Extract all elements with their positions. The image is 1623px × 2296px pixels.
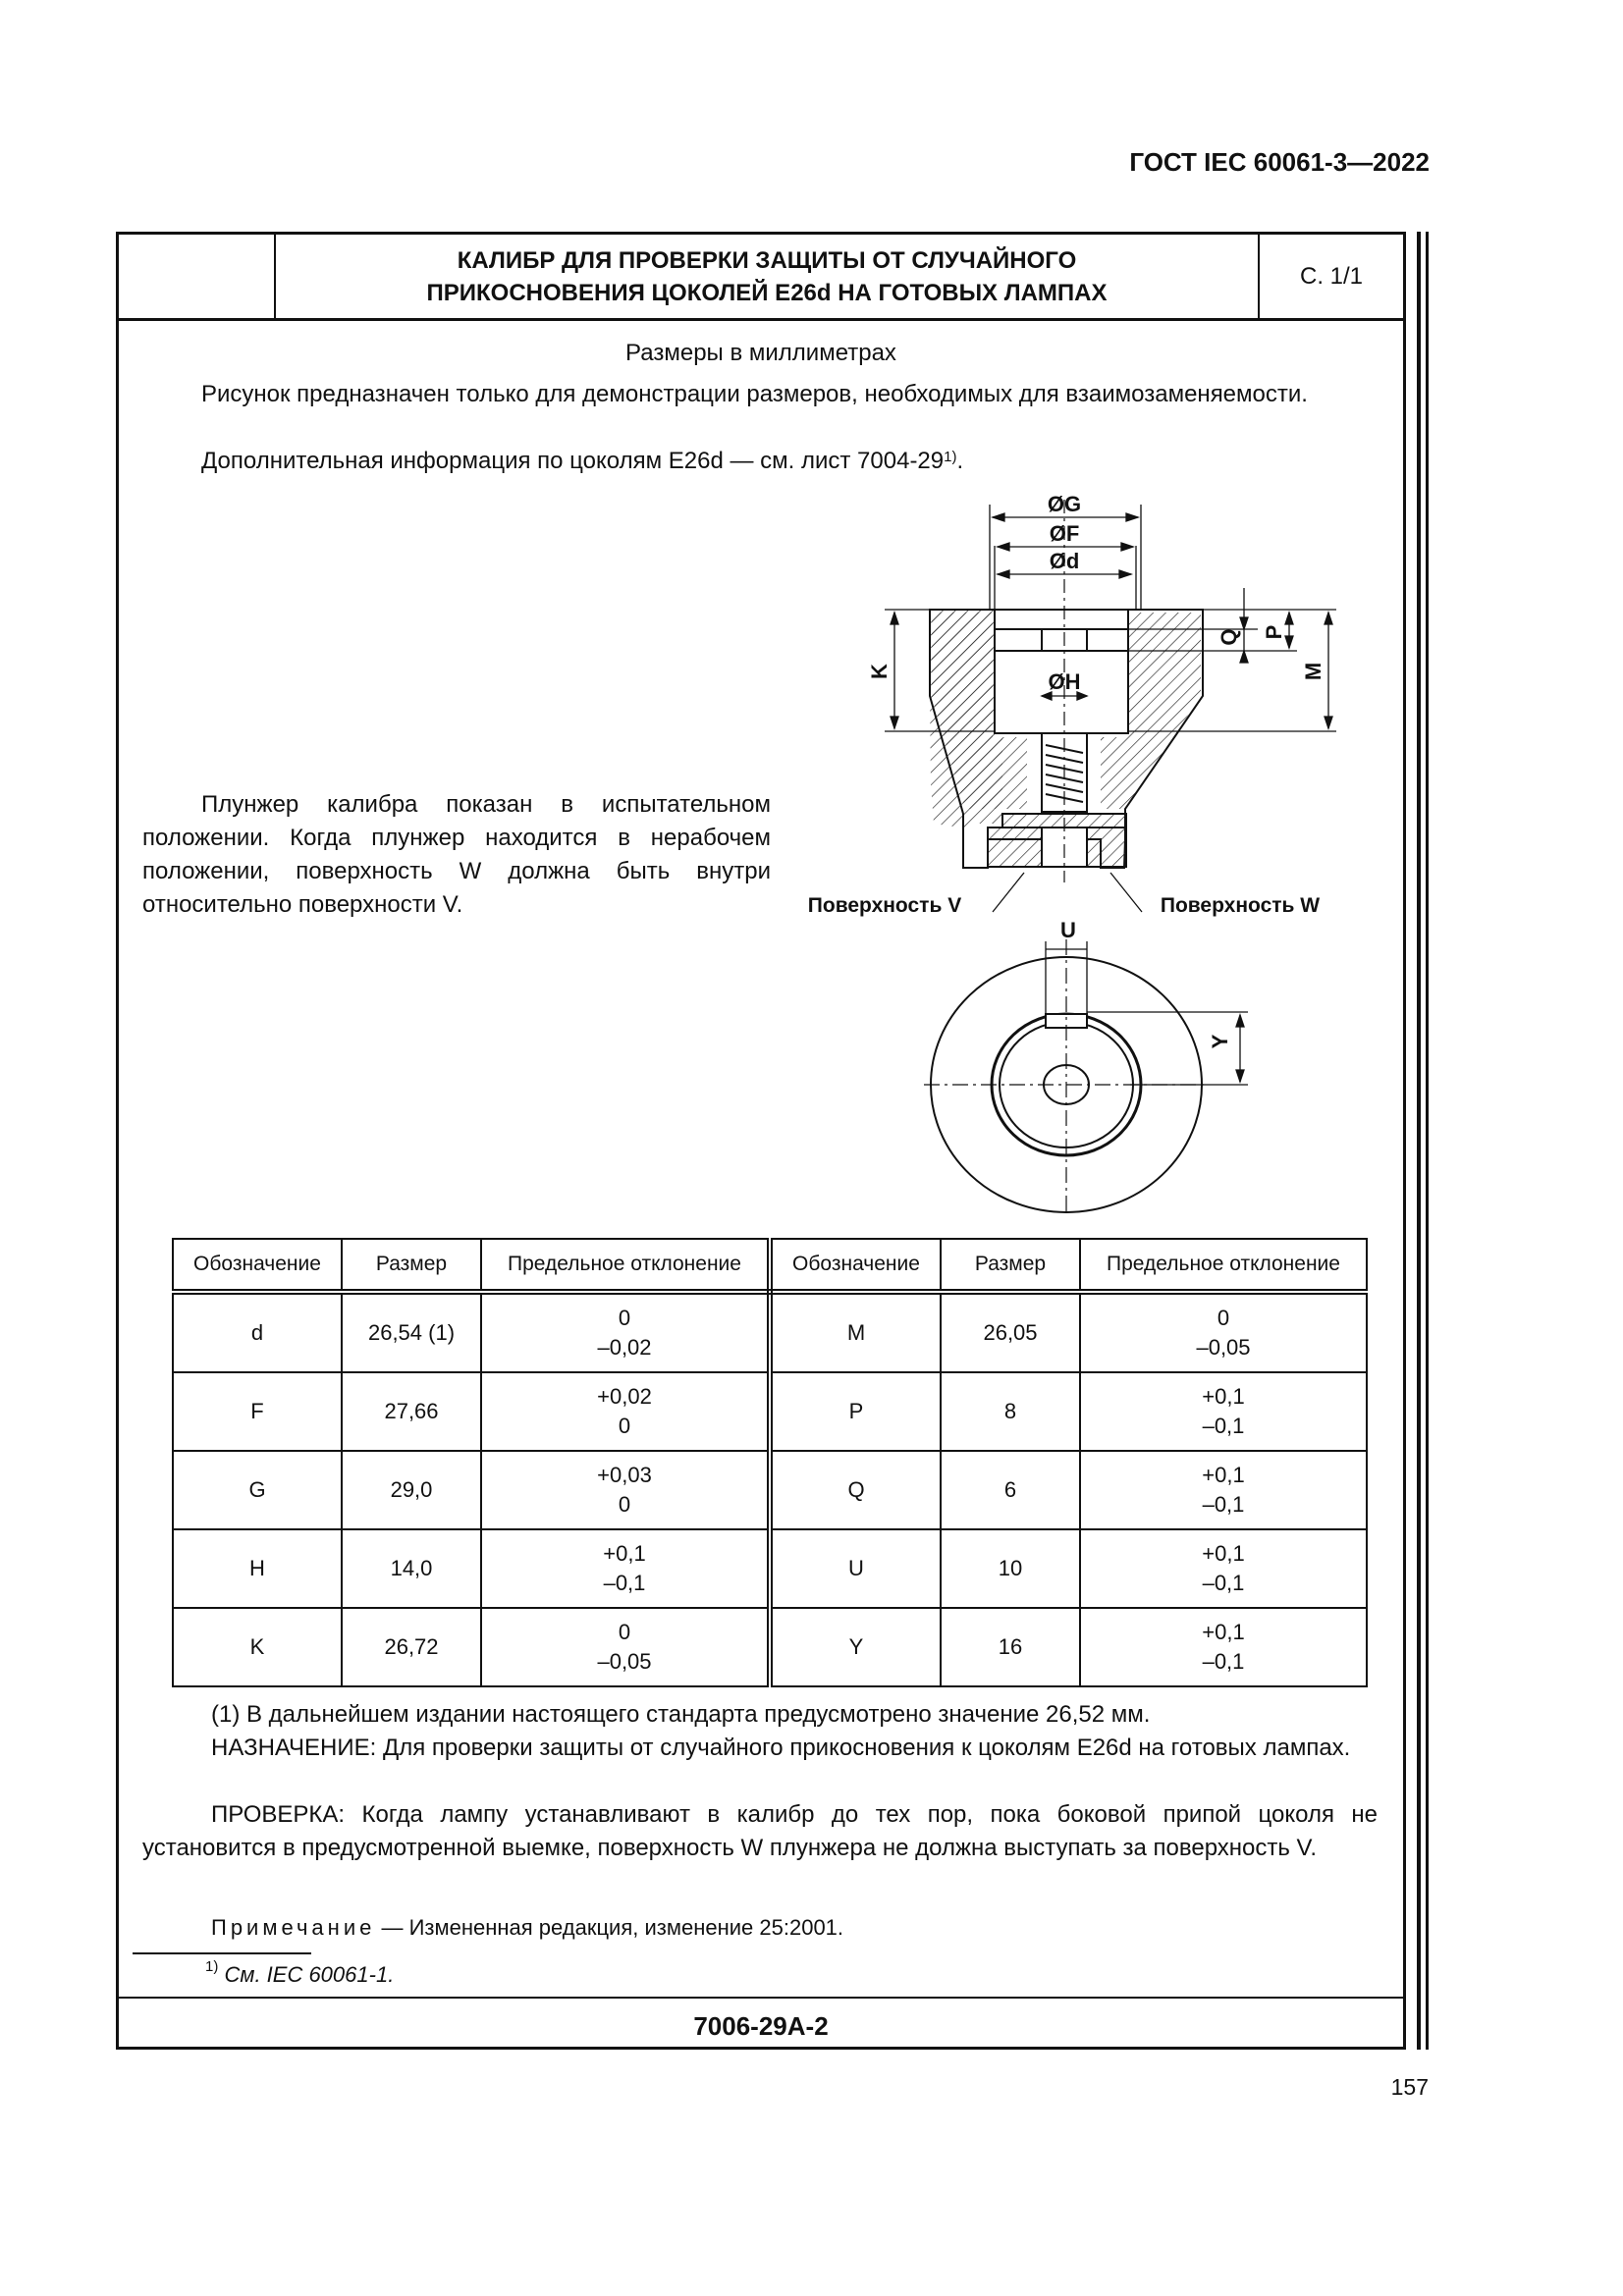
sheet-page-indicator: С. 1/1 (1299, 262, 1364, 290)
note-text: — Измененная редакция, изменение 25:2001. (375, 1915, 844, 1940)
th-designation-a: Обозначение (173, 1239, 342, 1292)
footnote-ref: 1) (944, 449, 957, 465)
dimensions-table (172, 1238, 1368, 1687)
cell-symbol: d (173, 1292, 342, 1372)
cell-tolerance: +0,1 –0,1 (1080, 1529, 1367, 1608)
cell-size: 27,66 (342, 1372, 481, 1451)
reference-text: Дополнительная информация по цоколям E26d — см. лист 7004-29 (201, 448, 945, 474)
cell-tolerance: 0 –0,02 (481, 1292, 770, 1372)
th-tolerance-a: Предельное отклонение (481, 1239, 770, 1292)
label-M: M (1301, 662, 1325, 681)
footnote-mark: 1) (205, 1958, 219, 1975)
cell-symbol: Q (770, 1451, 941, 1529)
label-P: P (1262, 624, 1286, 640)
table-row (173, 1451, 1367, 1529)
footnote-text: См. IEC 60061-1. (224, 1962, 395, 1987)
cell-symbol: U (770, 1529, 941, 1608)
footnote-rule (133, 1952, 311, 1954)
note-label: Примечание (211, 1915, 376, 1940)
label-Y: Y (1208, 1034, 1232, 1049)
purpose-text: НАЗНАЧЕНИЕ: Для проверки защиты от случайного прикосновения к цоколям E26d на готовых лампах. (211, 1735, 1351, 1761)
check-text: ПРОВЕРКА: Когда лампу устанавливают в калибр до тех пор, пока боковой припой цоколя не установится в предусмотренной выемке, поверхность W плунжера не должна выступать за поверхность V. (142, 1801, 1378, 1861)
table-header-row (173, 1239, 1367, 1292)
gauge-drawing (119, 235, 1403, 1216)
th-size-a: Размер (342, 1239, 481, 1292)
label-Q: Q (1217, 628, 1241, 646)
cell-size: 26,05 (941, 1292, 1080, 1372)
cell-tolerance: 0 –0,05 (481, 1608, 770, 1686)
footnote-1-text: (1) В дальнейшем издании настоящего стандарта предусмотрено значение 26,52 мм. (211, 1701, 1151, 1728)
plunger-paragraph: Плунжер калибра показан в испытательном положении. Когда плунжер находится в нерабочем положении, поверхность W должна быть внутри относительно поверхности V. (142, 791, 771, 918)
sheet-title-line2: ПРИКОСНОВЕНИЯ ЦОКОЛЕЙ E26d НА ГОТОВЫХ ЛАМПАХ (426, 279, 1108, 306)
label-surface-w: Поверхность W (1160, 894, 1321, 917)
label-F: ØF (1049, 521, 1080, 546)
th-designation-b: Обозначение (770, 1239, 941, 1292)
frame-edge-rule (1417, 232, 1421, 2050)
table-row (173, 1608, 1367, 1686)
cell-size: 26,72 (342, 1608, 481, 1686)
sheet-code: 7006-29A-2 (693, 2011, 829, 2041)
cell-symbol: P (770, 1372, 941, 1451)
document-code: ГОСТ IEC 60061-3—2022 (1129, 147, 1430, 177)
cell-tolerance: +0,02 0 (481, 1372, 770, 1451)
reference-end: . (956, 448, 964, 474)
table-row (173, 1372, 1367, 1451)
th-size-b: Размер (941, 1239, 1080, 1292)
cell-size: 10 (941, 1529, 1080, 1608)
sheet-frame (116, 232, 1406, 2050)
cell-tolerance: +0,1 –0,1 (1080, 1608, 1367, 1686)
label-surface-v: Поверхность V (807, 894, 962, 917)
th-tolerance-b: Предельное отклонение (1080, 1239, 1367, 1292)
frame-edge-rule (1426, 232, 1429, 2050)
note (211, 1915, 843, 1941)
page-number: 157 (1390, 2074, 1429, 2100)
label-H: ØH (1048, 669, 1081, 694)
bottom-divider (119, 1997, 1403, 1999)
label-K: K (867, 664, 892, 679)
cell-symbol: F (173, 1372, 342, 1451)
cell-size: 29,0 (342, 1451, 481, 1529)
bottom-left (988, 828, 1042, 867)
cell-tolerance: 0 –0,05 (1080, 1292, 1367, 1372)
cell-size: 16 (941, 1608, 1080, 1686)
label-d: Ød (1049, 549, 1080, 573)
intro-paragraph: Рисунок предназначен только для демонстрации размеров, необходимых для взаимозаменяемости. (201, 381, 1308, 407)
table-row (173, 1292, 1367, 1372)
bottom-right (1087, 828, 1126, 867)
cell-tolerance: +0,03 0 (481, 1451, 770, 1529)
sheet-title-line1: КАЛИБР ДЛЯ ПРОВЕРКИ ЗАЩИТЫ ОТ СЛУЧАЙНОГО (457, 246, 1077, 274)
cell-symbol: M (770, 1292, 941, 1372)
table-row (173, 1529, 1367, 1608)
cell-tolerance: +0,1 –0,1 (1080, 1451, 1367, 1529)
cell-size: 14,0 (342, 1529, 481, 1608)
cell-symbol: K (173, 1608, 342, 1686)
cell-symbol: G (173, 1451, 342, 1529)
dimensions-note: Размеры в миллиметрах (625, 340, 896, 366)
label-U: U (1060, 918, 1076, 942)
cell-symbol: H (173, 1529, 342, 1608)
footnote (205, 1958, 395, 1988)
cell-size: 8 (941, 1372, 1080, 1451)
cell-tolerance: +0,1 –0,1 (1080, 1372, 1367, 1451)
cell-size: 6 (941, 1451, 1080, 1529)
label-G: ØG (1047, 492, 1082, 516)
cell-tolerance: +0,1 –0,1 (481, 1529, 770, 1608)
bottom-view (924, 939, 1209, 1216)
cell-size: 26,54 (1) (342, 1292, 481, 1372)
cell-symbol: Y (770, 1608, 941, 1686)
